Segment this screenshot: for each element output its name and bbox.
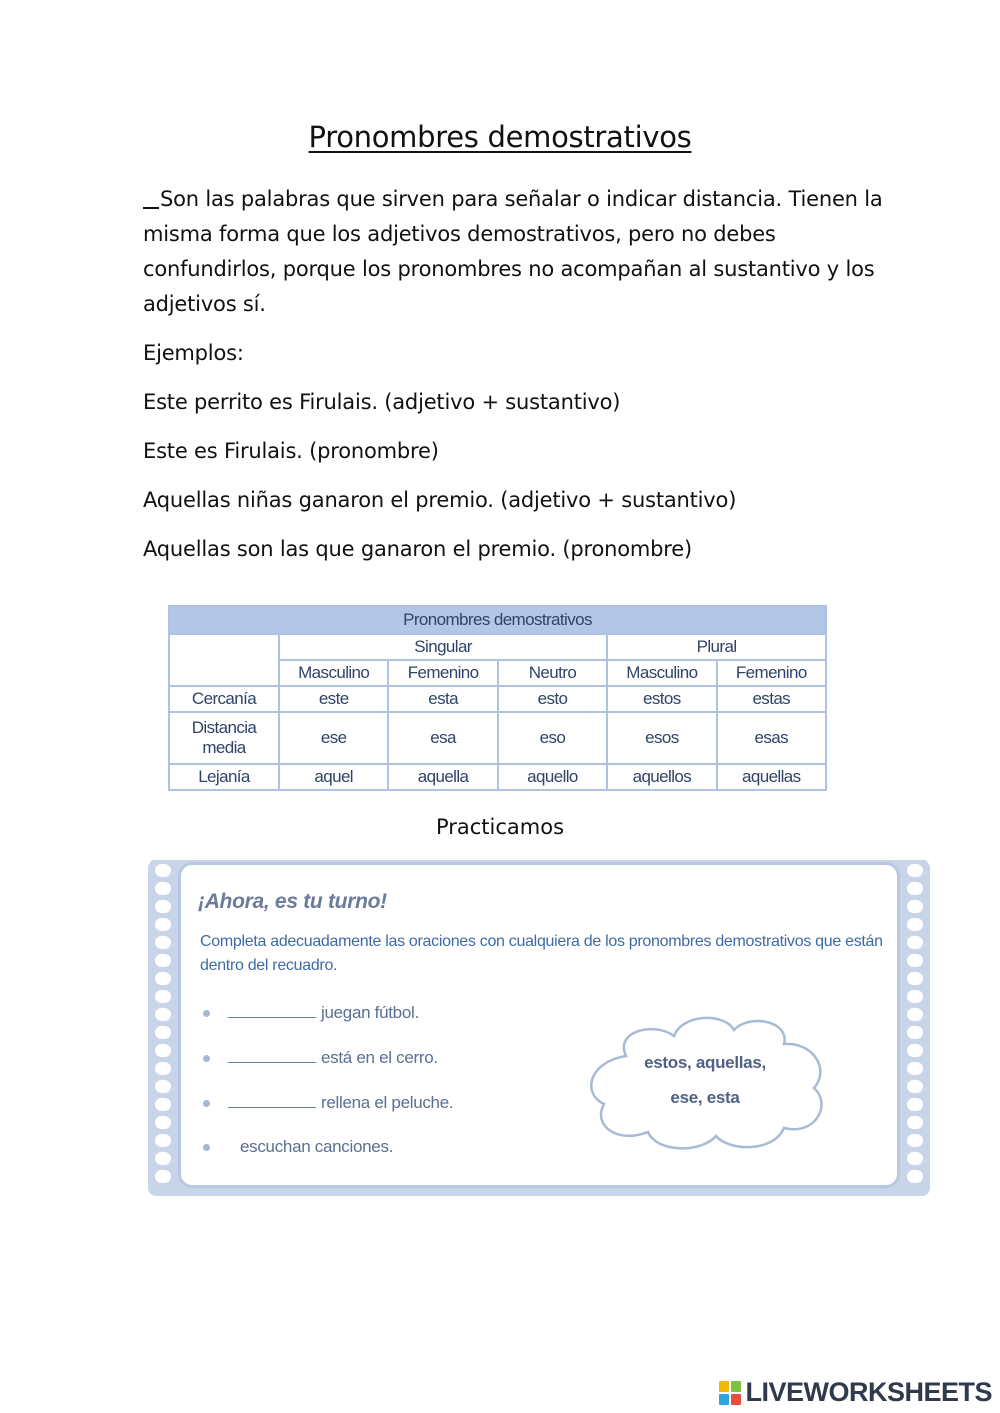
example-3: Aquellas niñas ganaron el premio. (adjetivo + sustantivo) [143, 488, 737, 512]
bullet-icon [203, 1055, 210, 1062]
group-plural: Plural [607, 634, 826, 660]
exercise-item-2 [203, 1048, 438, 1068]
example-1: Este perrito es Firulais. (adjetivo + sustantivo) [143, 390, 621, 414]
bullet-icon [203, 1144, 210, 1151]
answer-blank-3[interactable] [228, 1093, 316, 1108]
examples-label: Ejemplos: [143, 341, 244, 365]
definition-paragraph [143, 182, 883, 322]
dash-mark [143, 207, 159, 209]
table-cell: aquellos [607, 764, 716, 790]
subheader-singular-femenino: Femenino [388, 660, 497, 686]
table-cell: estas [717, 686, 826, 712]
practice-heading: Practicamos [435, 815, 565, 839]
exercise-item-1 [203, 1003, 419, 1023]
table-cell: aquellas [717, 764, 826, 790]
panel-title: ¡Ahora, es tu turno! [198, 890, 387, 913]
table-cell: aquella [388, 764, 497, 790]
table-cell: aquello [498, 764, 607, 790]
example-2: Este es Firulais. (pronombre) [143, 439, 439, 463]
demonstratives-table [168, 605, 827, 791]
word-bank-cloud-icon [578, 1008, 834, 1156]
table-cell: esa [388, 712, 497, 764]
table-row [169, 764, 826, 790]
row-label-line2: media [202, 738, 246, 757]
row-label-cercania: Cercanía [169, 686, 279, 712]
instructions-text: Completa adecuadamente las oraciones con cualquiera de los pronombres demostrativos que están dentro del recuadro. [200, 933, 883, 974]
subheader-singular-masculino: Masculino [279, 660, 388, 686]
table-cell: esas [717, 712, 826, 764]
binder-holes [155, 864, 171, 1188]
bullet-icon [203, 1100, 210, 1107]
left-binder-rail [150, 860, 176, 1192]
row-label-distancia-media [169, 712, 279, 764]
example-4: Aquellas son las que ganaron el premio. (pronombre) [143, 537, 692, 561]
group-singular: Singular [279, 634, 607, 660]
brand-text: LIVEWORKSHEETS [745, 1377, 992, 1407]
table-cell: aquel [279, 764, 388, 790]
table-cell: eso [498, 712, 607, 764]
table-row [169, 712, 826, 764]
word-bank-line-1: estos, aquellas, [644, 1053, 766, 1072]
subheader-plural-masculino: Masculino [607, 660, 716, 686]
exercise-item-4 [203, 1137, 393, 1157]
table-cell: esto [498, 686, 607, 712]
bullet-icon [203, 1010, 210, 1017]
exercise-text-2: está en el cerro. [321, 1048, 438, 1067]
subheader-singular-neutro: Neutro [498, 660, 607, 686]
liveworksheets-logo-icon [719, 1381, 741, 1405]
answer-blank-2[interactable] [228, 1048, 316, 1063]
definition-text: Son las palabras que sirven para señalar o indicar distancia. Tienen la misma forma que los adjetivos demostrativos, pero no debes confundirlos, porque los pronombres no acompañan al sustantivo y los adjetivos sí. [143, 187, 883, 316]
exercise-text-3: rellena el peluche. [321, 1093, 454, 1112]
table-cell: esos [607, 712, 716, 764]
right-binder-rail [902, 860, 928, 1192]
liveworksheets-brand [719, 1377, 992, 1408]
table-cell: este [279, 686, 388, 712]
table-caption: Pronombres demostrativos [169, 606, 826, 634]
table-cell: esta [388, 686, 497, 712]
table-corner [169, 634, 279, 686]
page-title: Pronombres demostrativos [308, 120, 692, 154]
row-label-lejania: Lejanía [169, 764, 279, 790]
exercise-item-3 [203, 1093, 453, 1113]
word-bank-line-2: ese, esta [670, 1088, 740, 1107]
binder-holes [907, 864, 923, 1188]
exercise-text-1: juegan fútbol. [321, 1003, 419, 1022]
table-cell: estos [607, 686, 716, 712]
table-cell: ese [279, 712, 388, 764]
exercise-text-4: escuchan canciones. [240, 1137, 394, 1156]
table-row [169, 686, 826, 712]
row-label-line1: Distancia [191, 718, 257, 737]
subheader-plural-femenino: Femenino [717, 660, 826, 686]
answer-blank-1[interactable] [228, 1003, 316, 1018]
